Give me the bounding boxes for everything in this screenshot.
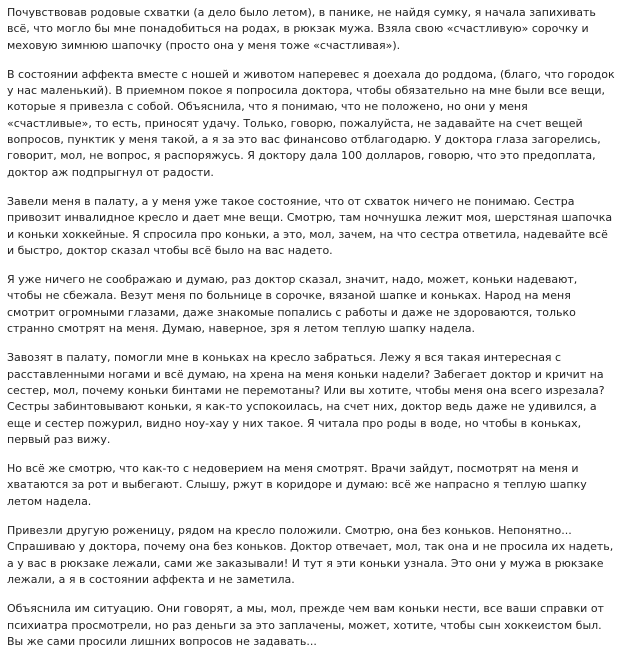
story-paragraph-3: Завели меня в палату, а у меня уже такое состояние, что от схваток ничего не понимаю. Сестра привозит инвалидное кресло и дает мне вещи. Смотрю, там ночнушка лежит моя, шерстяная шапочка и коньки хоккейные. Я спросила про коньки, а это, мол, зачем, на что сестра ответила, надевайте всё и быстро, доктор сказал чтобы всё было на вас надето. xyxy=(7,194,613,257)
story-paragraph-8: Объяснила им ситуацию. Они говорят, а мы, мол, прежде чем вам коньки нести, все ваши справки от психиатра просмотрели, но раз деньги за это заплачены, может, хотите, чтобы сын хоккеистом был. Вы же сами просили лишних вопросов не задавать... xyxy=(7,602,604,648)
story-paragraph-6: Но всё же смотрю, что как-то с недоверием на меня смотрят. Врачи зайдут, посмотрят на меня и хватаются за рот и выбегают. Слышу, ржут в коридоре и думаю: всё же напрасно я теплую шапку летом надела. xyxy=(7,462,587,508)
story-text xyxy=(7,5,615,663)
story-paragraph-2: В состоянии аффекта вместе с ношей и животом наперевес я доехала до роддома, (благо, что городок у нас маленький). В приемном покое я попросила доктора, чтобы обязательно на мне были все вещи, которые я привезла с собой. Объяснила, что я понимаю, что не положено, но они у меня «счастливые», то есть, приносят удачу. Только, говорю, пожалуйста, не задавайте на счет вещей вопросов, пунктик у меня такой, а я за это вас финансово отблагодарю. У доктора глаза загорелись, говорит, мол, не вопрос, я распоряжусь. Я доктору дала 100 долларов, говорю, что это предоплата, доктор аж подпрыгнул от радости. xyxy=(7,67,615,179)
story-paragraph-1: Почувствовав родовые схватки (а дело было летом), в панике, не найдя сумку, я начала запихивать всё, что могло бы мне понадобиться на родах, в рюкзак мужа. Взяла свою «счастливую» сорочку и меховую зимнюю шапочку (просто она у меня тоже «счастливая»). xyxy=(7,6,596,52)
story-paragraph-7: Привезли другую роженицу, рядом на кресло положили. Смотрю, она без коньков. Непонятно... Спрашиваю у доктора, почему она без коньков. Доктор отвечает, мол, так она и не просила их надеть, а у вас в рюкзаке лежали, сами же заказывали! И тут я эти коньки узнала. Это они у мужа в рюкзаке лежали, а я в состоянии аффекта и не заметила. xyxy=(7,524,614,586)
story-paragraph-5: Завозят в палату, помогли мне в коньках на кресло забраться. Лежу я вся такая интересная с расставленными ногами и всё думаю, на хрена на меня коньки надели? Забегает доктор и кричит на сестер, мол, почему коньки бинтами не перемотаны? Или вы хотите, чтобы меня она всего изрезала? Сестры забинтовывают коньки, я как-то успокоилась, на счет них, доктор ведь даже не удивился, а еще и сестер пожурил, видно ноу-хау у них такое. Я читала про роды в воде, но чтобы в коньках, первый раз вижу. xyxy=(7,351,605,446)
story-paragraph-4: Я уже ничего не соображаю и думаю, раз доктор сказал, значит, надо, может, коньки надевают, чтобы не сбежала. Везут меня по больнице в сорочке, вязаной шапке и коньках. Народ на меня смотрит огромными глазами, даже знакомые попались с работы и даже не здороваются, только странно смотрят на меня. Думаю, наверное, зря я летом теплую шапку надела. xyxy=(7,273,578,336)
